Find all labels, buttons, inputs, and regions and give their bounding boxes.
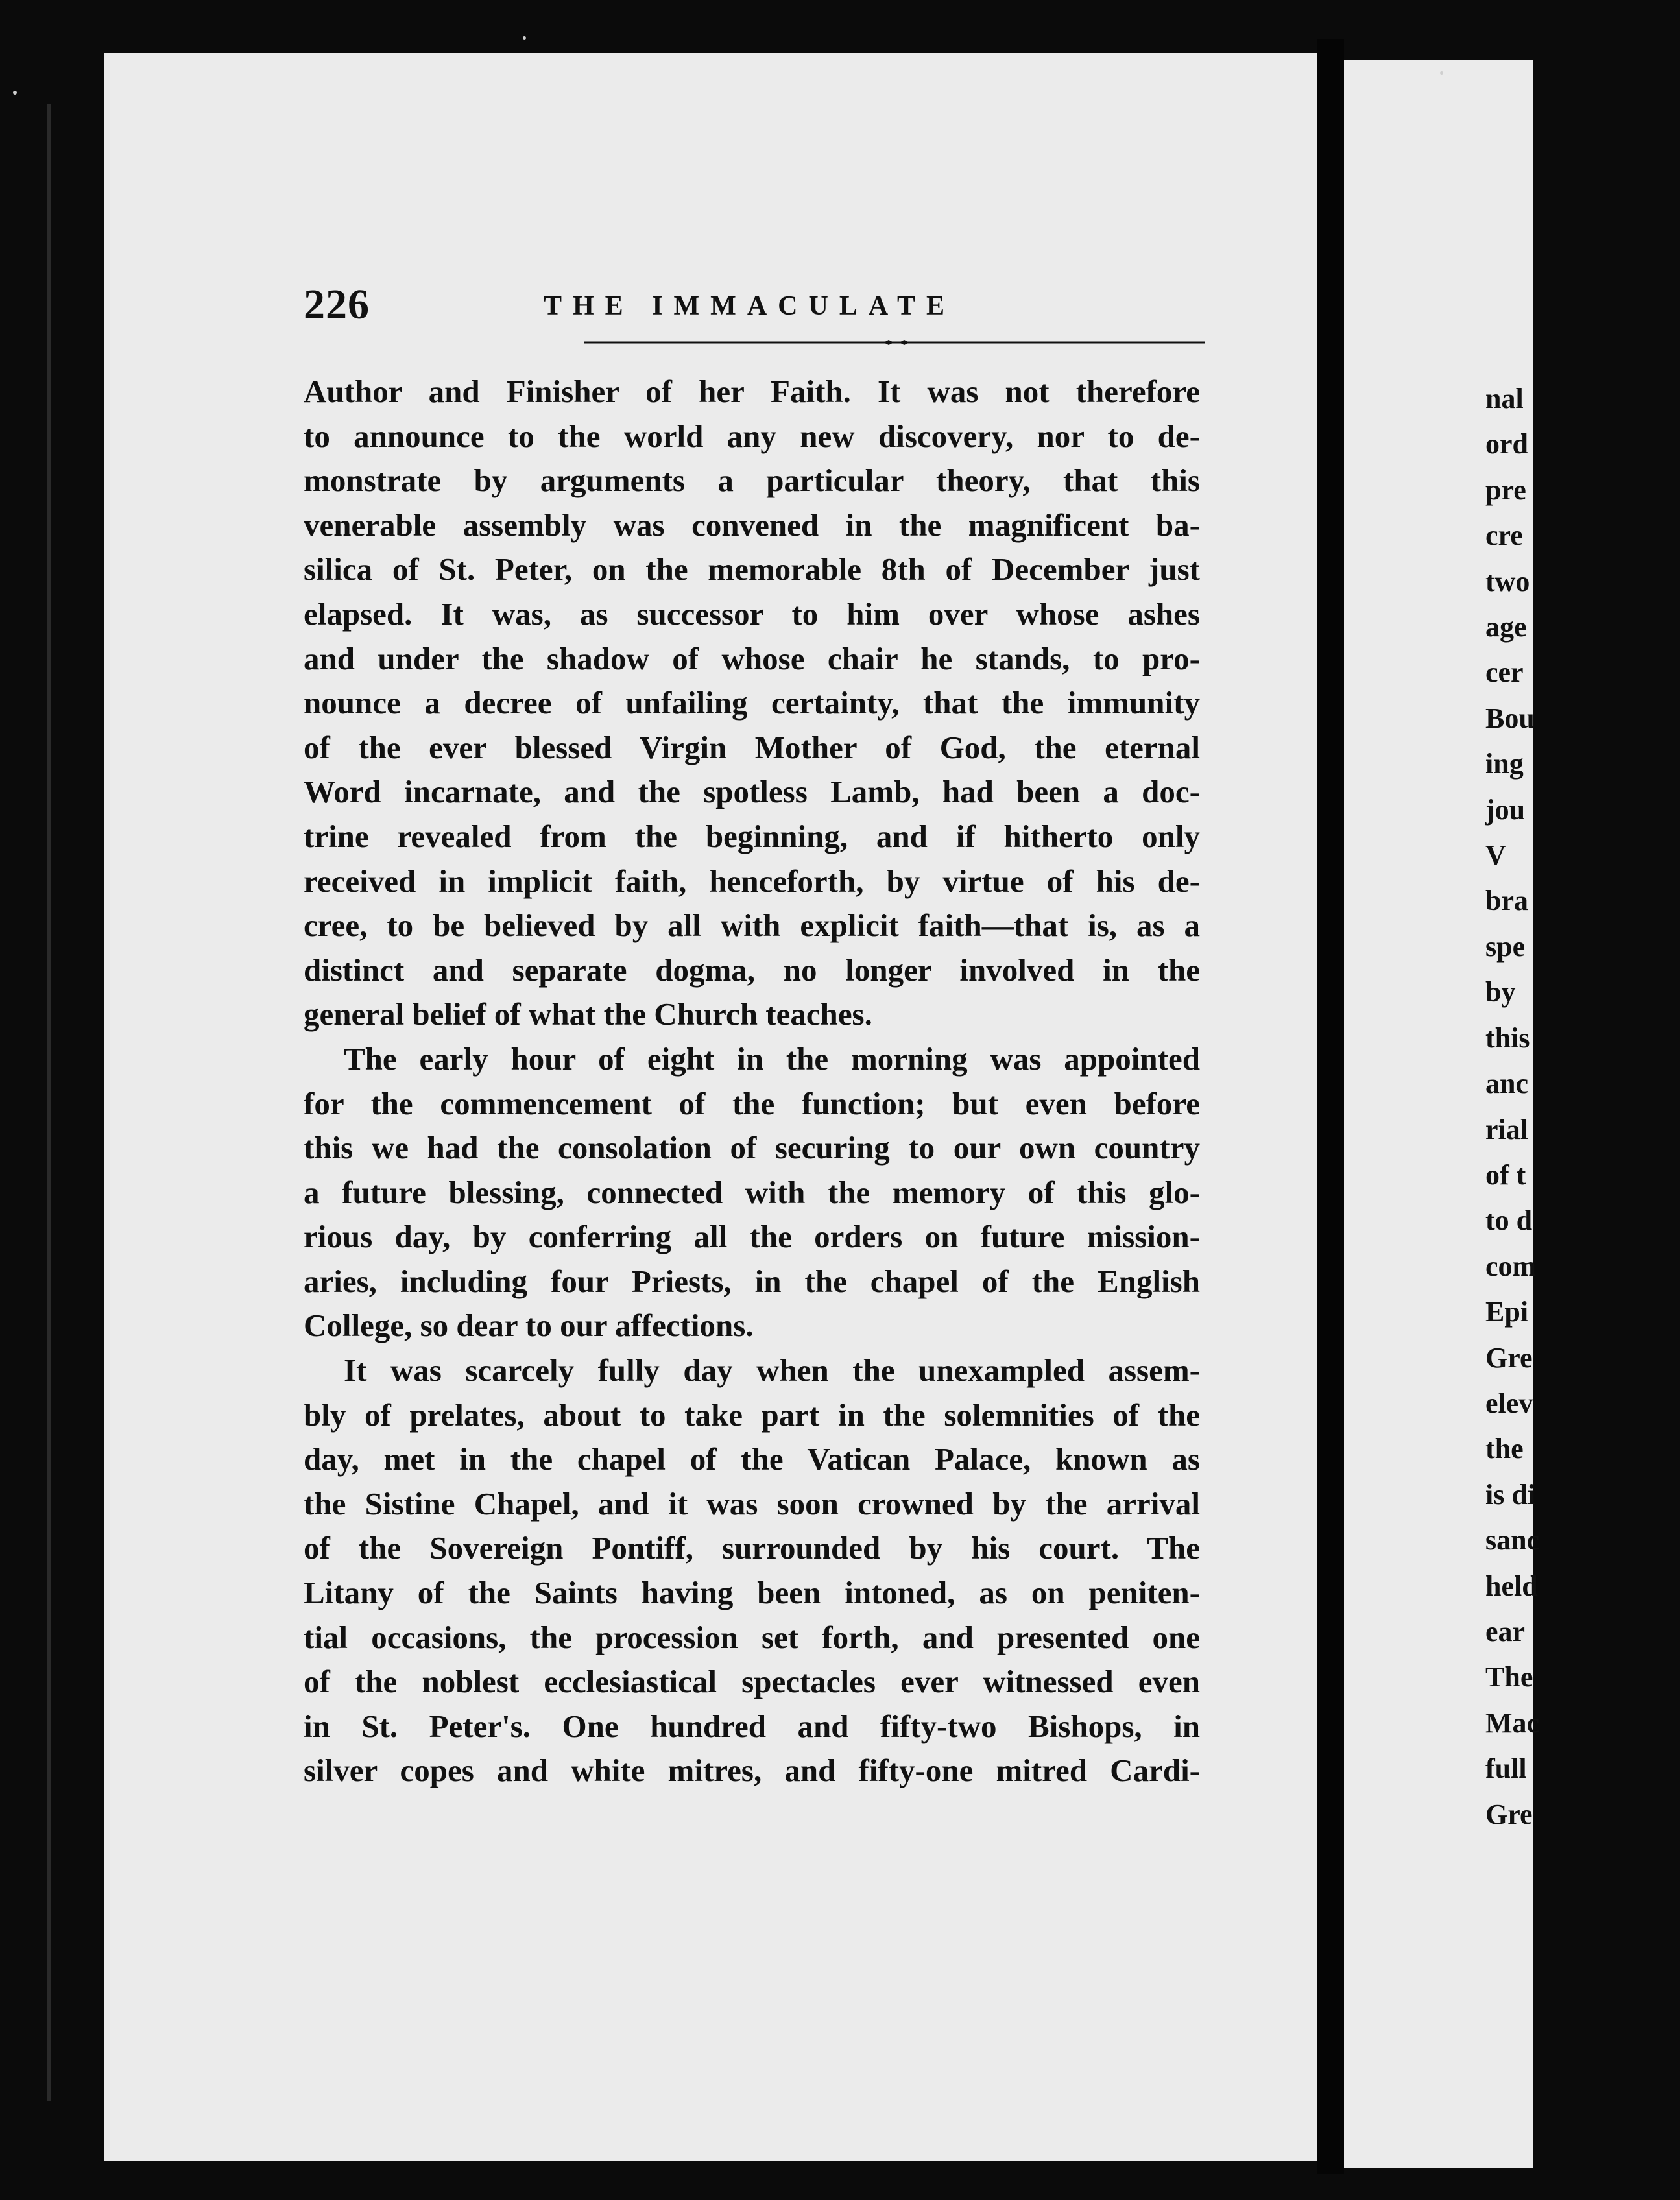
text-line: a future blessing, connected with the memory of this glo- [304, 1174, 1200, 1210]
text-line: monstrate by arguments a particular theory, that this [304, 462, 1200, 499]
fragment-line: The [1485, 1661, 1533, 1693]
fragment-line: Bou [1485, 702, 1535, 734]
main-text-column [304, 370, 1200, 1793]
fragment-line: anc [1485, 1068, 1528, 1100]
fragment-line: jou [1485, 793, 1526, 826]
text-line: this we had the consolation of securing to our own country [304, 1130, 1200, 1166]
text-line: of the ever blessed Virgin Mother of God, the eternal [304, 729, 1200, 765]
fragment-line: ear [1485, 1615, 1526, 1647]
fragment-line: two [1485, 565, 1530, 597]
text-line: general belief of what the Church teaches. [304, 996, 872, 1033]
page-number: 226 [304, 281, 370, 328]
fragment-line: pre [1485, 473, 1526, 506]
header-ornament-rule [584, 340, 1205, 345]
book-gutter [1317, 39, 1344, 2174]
text-line: the Sistine Chapel, and it was soon crowned by the arrival [304, 1485, 1200, 1522]
text-line: venerable assembly was convened in the magnificent ba- [304, 507, 1200, 543]
text-line: cree, to be believed by all with explicit faith—that is, as a [304, 907, 1200, 944]
text-line: It was scarcely fully day when the unexampled assem- [344, 1352, 1200, 1389]
text-line: silica of St. Peter, on the memorable 8th of December just [304, 551, 1200, 588]
text-line: elapsed. It was, as successor to him over whose ashes [304, 595, 1200, 632]
fragment-line: Mac [1485, 1706, 1540, 1739]
running-title: THE IMMACULATE [544, 291, 956, 321]
text-line: rious day, by conferring all the orders on future mission- [304, 1219, 1200, 1255]
text-line: Litany of the Saints having been intoned, as on peniten- [304, 1575, 1200, 1611]
scan-edge-line [47, 104, 51, 2101]
fragment-line: Gre [1485, 1341, 1533, 1374]
text-line: silver copes and white mitres, and fifty-one mitred Cardi- [304, 1752, 1200, 1789]
text-line: and under the shadow of whose chair he stands, to pro- [304, 640, 1200, 676]
facing-page-text-fragments [1485, 376, 1680, 1837]
text-line: College, so dear to our affections. [304, 1308, 754, 1344]
fragment-line: spe [1485, 930, 1526, 963]
fragment-line: the [1485, 1433, 1524, 1465]
fragment-line: to d [1485, 1204, 1533, 1237]
fragment-line: Gre [1485, 1798, 1533, 1830]
text-line: of the noblest ecclesiastical spectacles ever witnessed even [304, 1664, 1200, 1700]
text-line: nounce a decree of unfailing certainty, that the immunity [304, 685, 1200, 721]
text-line: Author and Finisher of her Faith. It was not therefore [304, 374, 1200, 409]
page-header [304, 280, 1200, 352]
fragment-line: cer [1485, 656, 1524, 689]
fragment-line: rial [1485, 1113, 1528, 1145]
fragment-line: age [1485, 611, 1527, 643]
dust-speck [523, 36, 526, 40]
text-line: day, met in the chapel of the Vatican Palace, known as [304, 1441, 1200, 1477]
fragment-line: elev [1485, 1387, 1533, 1419]
text-line: of the Sovereign Pontiff, surrounded by his court. The [304, 1530, 1200, 1566]
text-line: distinct and separate dogma, no longer involved in the [304, 951, 1200, 988]
fragment-line: this [1485, 1022, 1530, 1054]
text-line: Word incarnate, and the spotless Lamb, had been a doc- [304, 774, 1200, 810]
fragment-line: com [1485, 1250, 1537, 1282]
text-line: to announce to the world any new discovery, nor to de- [304, 418, 1200, 454]
fragment-line: full [1485, 1752, 1527, 1785]
fragment-line: bra [1485, 885, 1528, 917]
fragment-line: sanc [1485, 1524, 1540, 1557]
text-line: received in implicit faith, henceforth, by virtue of his de- [304, 863, 1200, 899]
text-line: tial occasions, the procession set forth, and presented one [304, 1619, 1200, 1655]
fragment-line: of t [1485, 1158, 1526, 1191]
fragment-line: by [1485, 976, 1516, 1009]
dust-speck [13, 91, 17, 95]
fragment-line: ing [1485, 748, 1524, 780]
dust-speck [1440, 71, 1443, 75]
fragment-line: is di [1485, 1478, 1536, 1511]
fragment-line: cre [1485, 520, 1523, 552]
text-line: in St. Peter's. One hundred and fifty-two Bishops, in [304, 1708, 1200, 1744]
fragment-line: Epi [1485, 1296, 1529, 1328]
text-line: trine revealed from the beginning, and if hitherto only [304, 818, 1200, 854]
text-line: for the commencement of the function; but even before [304, 1085, 1200, 1121]
fragment-line: nal [1485, 383, 1524, 414]
fragment-line: ord [1485, 428, 1528, 460]
text-line: bly of prelates, about to take part in the solemnities of the [304, 1396, 1200, 1433]
text-line: aries, including four Priests, in the chapel of the English [304, 1263, 1200, 1299]
fragment-line: V [1485, 839, 1506, 872]
fragment-line: held [1485, 1570, 1538, 1602]
text-line: The early hour of eight in the morning was appointed [344, 1040, 1200, 1077]
